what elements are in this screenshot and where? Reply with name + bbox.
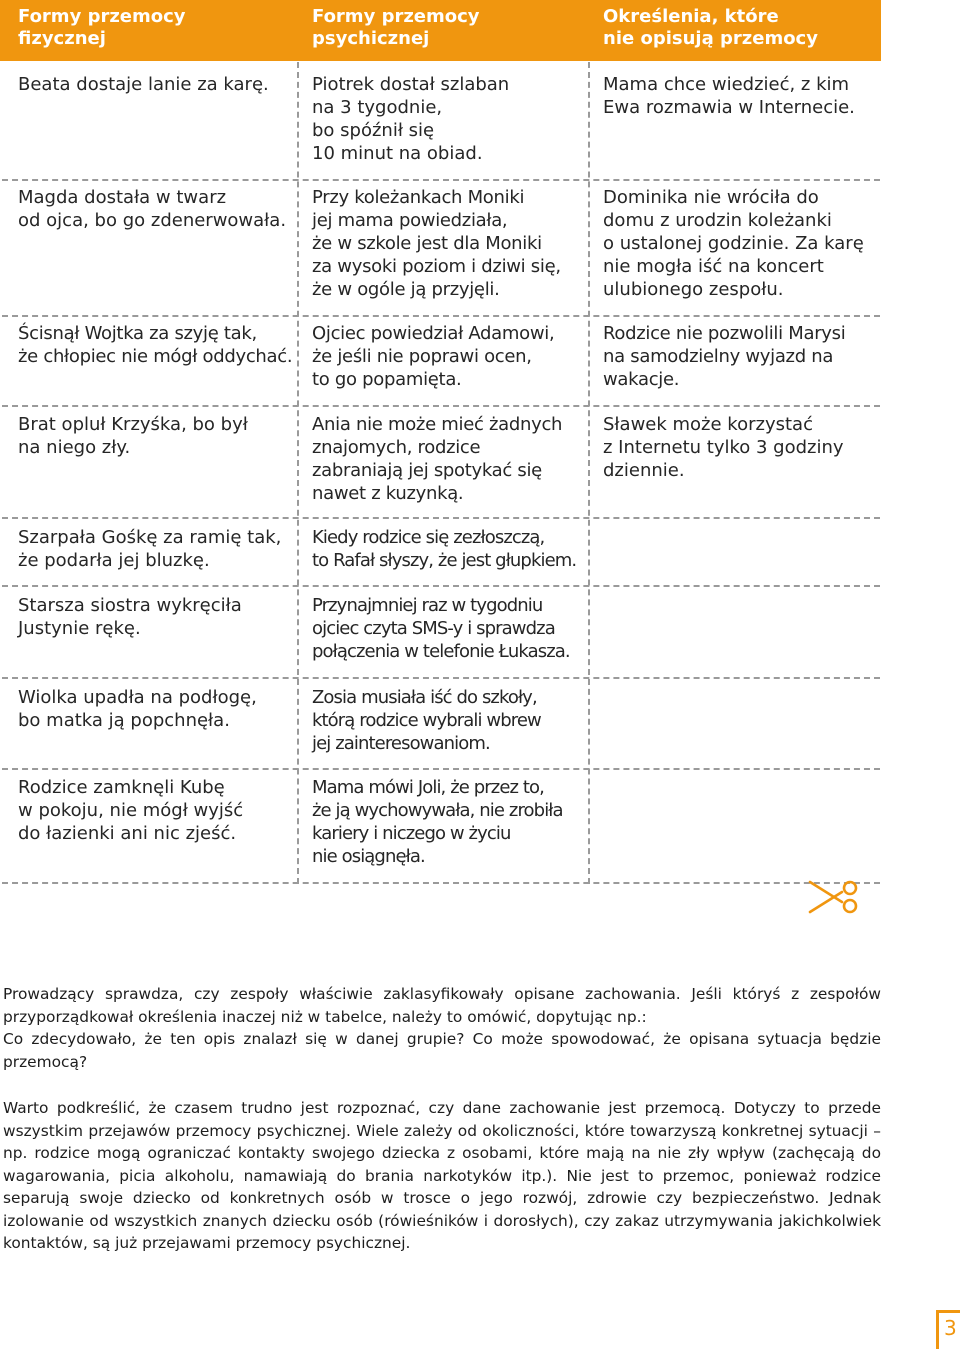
table-cell-physical: Starsza siostra wykręciła Justynie rękę. — [18, 595, 242, 639]
table-cell-physical: Brat opluł Krzyśka, bo był na niego zły. — [18, 414, 248, 458]
table-cell-not-violence: Mama chce wiedzieć, z kim Ewa rozmawia w Internecie. — [603, 74, 855, 118]
table-cell-not-violence: Rodzice nie pozwolili Marysi na samodzielny wyjazd na wakacje. — [603, 323, 846, 390]
table-cell-psychological: Mama mówi Joli, że przez to, że ją wychowywała, nie zrobiła kariery i niczego w życiu nie osiągnęła. — [312, 777, 563, 867]
page-number: 3 — [944, 1316, 957, 1340]
header-col-physical: Formy przemocy fizycznej — [18, 6, 186, 49]
table-cell-not-violence: Sławek może korzystać z Internetu tylko 3 godziny dziennie. — [603, 414, 844, 481]
table-cell-psychological: Przynajmniej raz w tygodniu ojciec czyta SMS-y i sprawdza połączenia w telefonie Łukasza. — [312, 595, 570, 662]
table-cell-psychological: Przy koleżankach Moniki jej mama powiedziała, że w szkole jest dla Moniki za wysoki poziom i dziwi się, że w ogóle ją przyjęli. — [312, 187, 561, 300]
table-cell-physical: Szarpała Gośkę za ramię tak, że podarła jej bluzkę. — [18, 527, 282, 571]
table-cell-physical: Rodzice zamknęli Kubę w pokoju, nie mógł wyjść do łazienki ani nic zjeść. — [18, 777, 244, 844]
scissors-icon — [806, 878, 862, 916]
page-number-box — [936, 1310, 960, 1349]
column-divider — [588, 62, 590, 884]
row-divider — [2, 315, 880, 317]
header-col-psychological: Formy przemocy psychicznej — [312, 6, 480, 49]
table-cell-psychological: Zosia musiała iść do szkoły, którą rodzice wybrali wbrew jej zainteresowaniom. — [312, 687, 541, 754]
table-cell-psychological: Ania nie może mieć żadnych znajomych, rodzice zabraniają jej spotykać się nawet z kuzynką. — [312, 414, 563, 504]
column-divider — [297, 62, 299, 884]
table-cell-not-violence: Dominika nie wróciła do domu z urodzin koleżanki o ustalonej godzinie. Za karę nie mogła iść na koncert ulubionego zespołu. — [603, 187, 864, 300]
paragraph: Co zdecydowało, że ten opis znalazł się w danej grupie? Co może spowodować, że opisana sytuacja będzie przemocą? — [3, 1030, 881, 1071]
table-cell-physical: Wiolka upadła na podłogę, bo matka ją popchnęła. — [18, 687, 257, 731]
table-cell-psychological: Ojciec powiedział Adamowi, że jeśli nie poprawi ocen, to go popamięta. — [312, 323, 555, 390]
table-cell-psychological: Kiedy rodzice się zezłoszczą, to Rafał słyszy, że jest głupkiem. — [312, 527, 577, 571]
row-divider — [2, 179, 880, 181]
header-col-not-violence: Określenia, które nie opisują przemocy — [603, 6, 818, 49]
row-divider — [2, 585, 880, 587]
table-cell-physical: Magda dostała w twarz od ojca, bo go zdenerwowała. — [18, 187, 287, 231]
row-divider — [2, 882, 880, 884]
paragraph: Warto podkreślić, że czasem trudno jest rozpoznać, czy dane zachowanie jest przemocą. Dotyczy to przede wszystkim przejawów przemocy psychicznej. Wiele zależy od okoliczności, które towarzyszą konkretnej sytuacji – np. rodzice mogą ograniczać kontakty swojego dziecka z osobami, które mają na nie zły wpływ (zachęcają do wagarowania, picia alkoholu, namawiają do brania narkotyków itp.). Nie jest to przemoc, ponieważ rodzice separują swoje dziecko od konkretnych osób w trosce o jego rozwój, zdrowie czy bezpieczeństwo. Jednak izolowanie od wszystkich znanych dziecku osób (rówieśników i dorosłych), czy zakaz utrzymywania jakichkolwiek kontaktów, są już przejawami przemocy psychicznej. — [3, 1099, 881, 1252]
row-divider — [2, 517, 880, 519]
table-cell-physical: Ścisnął Wojtka za szyję tak, że chłopiec nie mógł oddychać. — [18, 323, 293, 367]
row-divider — [2, 405, 880, 407]
row-divider — [2, 677, 880, 679]
table-cell-psychological: Piotrek dostał szlaban na 3 tygodnie, bo spóźnił się 10 minut na obiad. — [312, 74, 510, 164]
row-divider — [2, 768, 880, 770]
table-cell-physical: Beata dostaje lanie za karę. — [18, 74, 269, 95]
paragraph: Prowadzący sprawdza, czy zespoły właściwie zaklasyfikowały opisane zachowania. Jeśli któryś z zespołów przyporządkował określenia inaczej niż w tabelce, należy to omówić, dopytując np.: — [3, 985, 881, 1026]
